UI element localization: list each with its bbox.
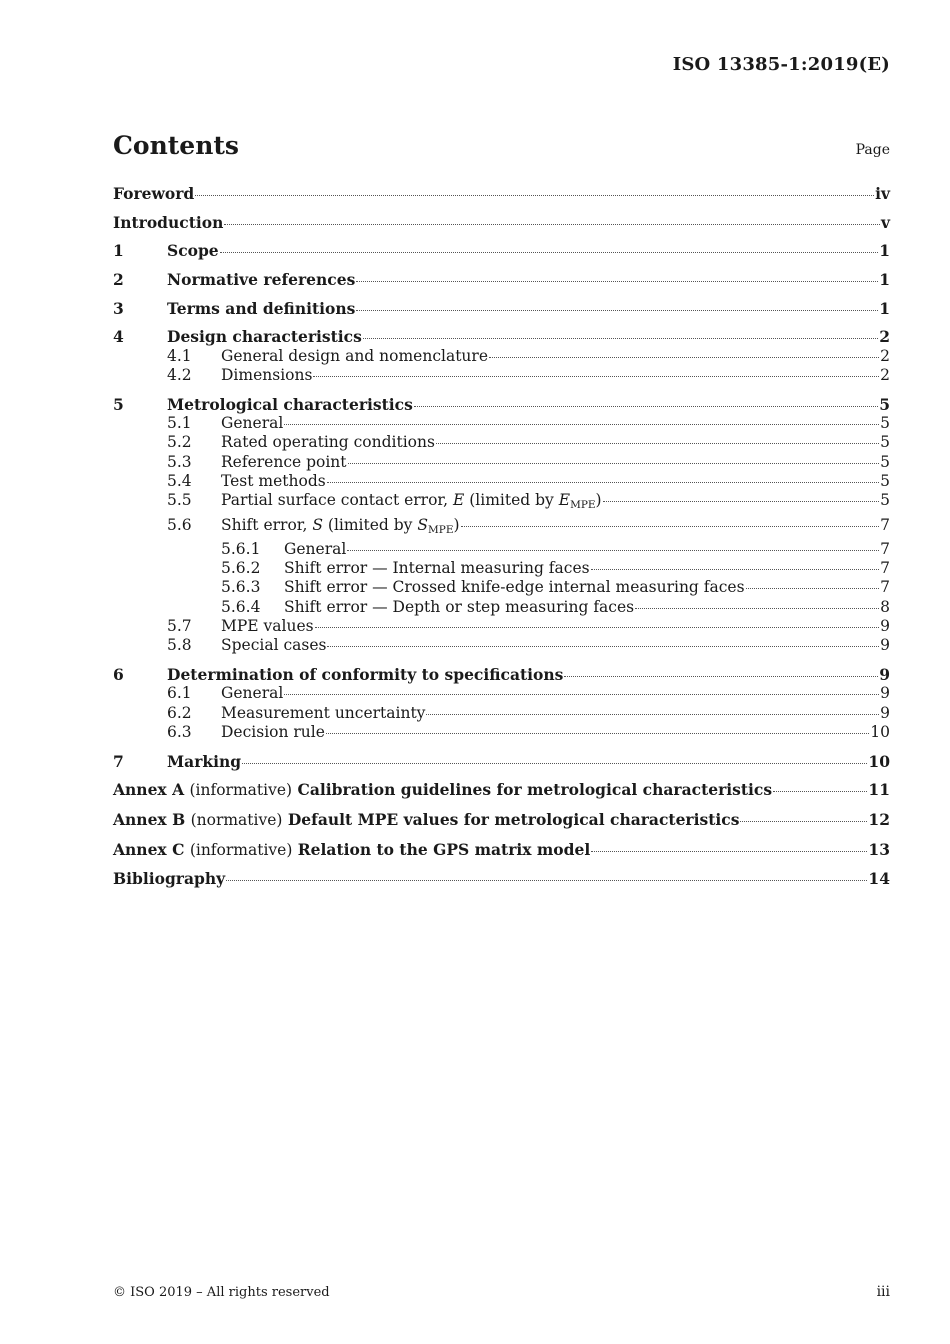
toc-entry[interactable] [113, 684, 890, 703]
dot-leader [224, 224, 880, 225]
toc-entry-page: 11 [868, 780, 890, 800]
toc-entry[interactable] [113, 752, 890, 771]
toc-entry-number: 5.2 [167, 433, 192, 452]
toc-entry-title: General [284, 539, 347, 558]
toc-entry-page: 10 [868, 751, 890, 771]
toc-entry[interactable] [113, 414, 890, 433]
toc-entry-title: MPE values [221, 616, 314, 635]
dot-leader [461, 526, 880, 527]
toc-entry-title: Scope [167, 241, 219, 261]
footer-copyright: © ISO 2019 – All rights reserved [113, 1285, 330, 1300]
toc-entry-title [221, 491, 602, 515]
dot-leader [591, 569, 880, 570]
toc-entry-page: 5 [880, 491, 890, 510]
toc-entry-number: 4 [113, 327, 124, 347]
toc-entry-number: 6.3 [167, 722, 192, 741]
toc-entry[interactable] [113, 578, 890, 597]
dot-leader [363, 338, 878, 339]
toc-entry-number: 5.5 [167, 491, 192, 510]
dot-leader [564, 676, 878, 677]
toc-entry-page: 7 [880, 559, 890, 578]
dot-leader [327, 482, 879, 483]
toc-entry-title [221, 516, 460, 540]
toc-entry-number: 5.6.4 [221, 597, 261, 616]
toc-entry[interactable] [113, 869, 890, 888]
toc-entry-title: Rated operating conditions [221, 433, 435, 452]
toc-entry-title: Test methods [221, 471, 326, 490]
dot-leader [313, 376, 879, 377]
toc-entry-title: General [221, 414, 284, 433]
dot-leader [284, 424, 879, 425]
toc-entry-number: 5.6.3 [221, 578, 261, 597]
title-text: (limited by [322, 515, 418, 534]
annex-title: Calibration guidelines for metrological characteristics [297, 780, 773, 800]
toc-entry[interactable] [113, 395, 890, 414]
toc-entry-page: 1 [879, 241, 890, 261]
toc-entry[interactable] [113, 327, 890, 346]
toc-entry-title: Shift error — Depth or step measuring faces [284, 597, 635, 616]
toc-entry[interactable] [113, 241, 890, 260]
title-text: ) [595, 491, 602, 510]
toc-entry-number: 5.6.2 [221, 559, 261, 578]
symbol-subscript: MPE [428, 523, 454, 536]
annex-type: (informative) [189, 781, 293, 800]
toc-entry-title: Shift error — Internal measuring faces [284, 559, 590, 578]
annex-label: Annex A [113, 780, 185, 800]
toc-entry-title: Decision rule [221, 722, 325, 741]
toc-entry[interactable] [113, 472, 890, 491]
toc-entry[interactable] [113, 559, 890, 578]
toc-entry-title: Determination of conformity to specifications [167, 664, 564, 684]
toc-entry-page: 14 [868, 869, 890, 889]
toc-entry-title: Introduction [113, 212, 224, 232]
toc-entry-title [113, 810, 739, 830]
toc-entry-page: 13 [868, 839, 890, 859]
toc-entry-title: Terms and definitions [167, 298, 356, 318]
toc-entry-number: 5.6 [167, 515, 192, 534]
dot-leader [740, 821, 867, 822]
toc-entry[interactable] [113, 213, 890, 232]
toc-entry-page: 5 [880, 433, 890, 452]
toc-entry-page: 5 [880, 471, 890, 490]
toc-entry[interactable] [113, 347, 890, 366]
toc-entry-page: 7 [880, 539, 890, 558]
toc-entry-page: iv [875, 184, 890, 203]
toc-entry-title: Bibliography [113, 869, 226, 889]
dot-leader [242, 763, 867, 764]
toc-entry-title: Dimensions [221, 366, 313, 385]
toc-entry-title: Special cases [221, 636, 327, 655]
document-id: ISO 13385-1:2019(E) [672, 54, 890, 75]
dot-leader [591, 851, 867, 852]
dot-leader [348, 463, 880, 464]
toc-entry-page: 1 [879, 270, 890, 290]
toc-entry[interactable] [113, 598, 890, 617]
title-text: (limited by [464, 491, 559, 510]
toc-entry-number: 5.1 [167, 414, 192, 433]
title-text: Shift error, [221, 515, 313, 534]
dot-leader [327, 646, 879, 647]
annex-type: (normative) [190, 810, 283, 829]
toc-entry-page: 2 [880, 346, 890, 365]
toc-entry-title: Measurement uncertainty [221, 703, 426, 722]
toc-entry[interactable] [113, 491, 890, 515]
toc-entry-number: 5.7 [167, 616, 192, 635]
toc-entry-title: Marking [167, 751, 242, 771]
toc-entry-page: 2 [879, 327, 890, 347]
toc-entry-page: 8 [880, 597, 890, 616]
dot-leader [226, 880, 867, 881]
toc-entry-number: 5.8 [167, 636, 192, 655]
dot-leader [356, 310, 878, 311]
toc-entry-page: 9 [880, 636, 890, 655]
toc-entry-page: 7 [880, 515, 890, 534]
dot-leader [414, 406, 878, 407]
toc-entry[interactable] [113, 540, 890, 559]
dot-leader [356, 281, 878, 282]
symbol-italic: S [312, 515, 323, 534]
toc-entry-number: 6 [113, 664, 124, 684]
annex-title: Relation to the GPS matrix model [297, 839, 591, 859]
toc-entry-page: 1 [879, 298, 890, 318]
annex-type: (informative) [189, 840, 293, 859]
toc-entry-page: 9 [880, 616, 890, 635]
toc-entry-page: 2 [880, 366, 890, 385]
toc-entry[interactable] [113, 366, 890, 385]
dot-leader [746, 588, 880, 589]
toc-entry-number: 3 [113, 298, 124, 318]
contents-title: Contents [113, 131, 240, 160]
annex-label: Annex C [113, 839, 185, 859]
toc-entry[interactable] [113, 810, 890, 830]
toc-entry-number: 5.6.1 [221, 539, 261, 558]
toc-entry-number: 2 [113, 270, 124, 290]
toc-entry-title: Reference point [221, 452, 347, 471]
toc-entry-page: 9 [879, 664, 890, 684]
toc-entry-number: 4.1 [167, 346, 192, 365]
toc-entry[interactable] [113, 299, 890, 318]
toc-entry[interactable] [113, 433, 890, 452]
dot-leader [347, 550, 879, 551]
toc-entry[interactable] [113, 270, 890, 289]
toc-entry-number: 6.2 [167, 703, 192, 722]
title-text: ) [453, 515, 460, 534]
dot-leader [635, 608, 879, 609]
toc-entry[interactable] [113, 840, 890, 860]
symbol-subscript: MPE [570, 499, 596, 512]
toc-entry-page: 5 [880, 414, 890, 433]
annex-label: Annex B [113, 809, 186, 829]
toc-entry-title: Metrological characteristics [167, 394, 413, 414]
dot-leader [326, 733, 869, 734]
toc-entry-number: 6.1 [167, 684, 192, 703]
toc-entry-page: v [880, 212, 890, 232]
toc-entry-title: General [221, 684, 284, 703]
toc-entry-number: 5.4 [167, 471, 192, 490]
symbol-italic: E [558, 491, 571, 510]
toc-entry-page: 12 [868, 809, 890, 829]
toc-entry-title: General design and nomenclature [221, 346, 488, 365]
toc-entry-number: 1 [113, 241, 124, 261]
dot-leader [773, 791, 867, 792]
toc-entry[interactable] [113, 780, 890, 800]
toc-entry-number: 4.2 [167, 366, 192, 385]
annex-title: Default MPE values for metrological characteristics [287, 809, 740, 829]
toc-entry-page: 5 [879, 394, 890, 414]
toc-entry[interactable] [113, 704, 890, 723]
toc-entry-title: Normative references [167, 270, 356, 290]
dot-leader [284, 694, 879, 695]
title-text: Partial surface contact error, [221, 491, 453, 510]
toc-entry-title [113, 840, 590, 860]
toc-entry-title: Design characteristics [167, 327, 362, 347]
dot-leader [195, 195, 874, 196]
toc-entry-number: 5.3 [167, 452, 192, 471]
toc-entry-page: 9 [880, 684, 890, 703]
toc-entry[interactable] [113, 184, 890, 203]
toc-entry-number: 7 [113, 751, 124, 771]
toc-entry[interactable] [113, 723, 890, 742]
toc-entry[interactable] [113, 617, 890, 636]
toc-entry-title [113, 780, 772, 800]
dot-leader [315, 627, 880, 628]
table-of-contents [113, 184, 890, 889]
toc-entry-number: 5 [113, 394, 124, 414]
dot-leader [489, 357, 879, 358]
toc-entry-page: 9 [880, 703, 890, 722]
toc-entry-page: 7 [880, 578, 890, 597]
toc-entry-title: Shift error — Crossed knife-edge internal measuring faces [284, 578, 745, 597]
dot-leader [603, 501, 880, 502]
toc-entry-page: 10 [870, 722, 890, 741]
dot-leader [436, 443, 879, 444]
symbol-italic: E [453, 491, 465, 510]
toc-entry[interactable] [113, 665, 890, 684]
toc-entry[interactable] [113, 636, 890, 655]
toc-entry[interactable] [113, 453, 890, 472]
dot-leader [220, 252, 879, 253]
footer-page-number: iii [876, 1284, 890, 1300]
page-column-label: Page [855, 142, 890, 158]
symbol-italic: S [417, 515, 428, 534]
toc-entry[interactable] [113, 516, 890, 540]
toc-entry-page: 5 [880, 452, 890, 471]
toc-entry-title: Foreword [113, 184, 195, 203]
dot-leader [426, 714, 879, 715]
